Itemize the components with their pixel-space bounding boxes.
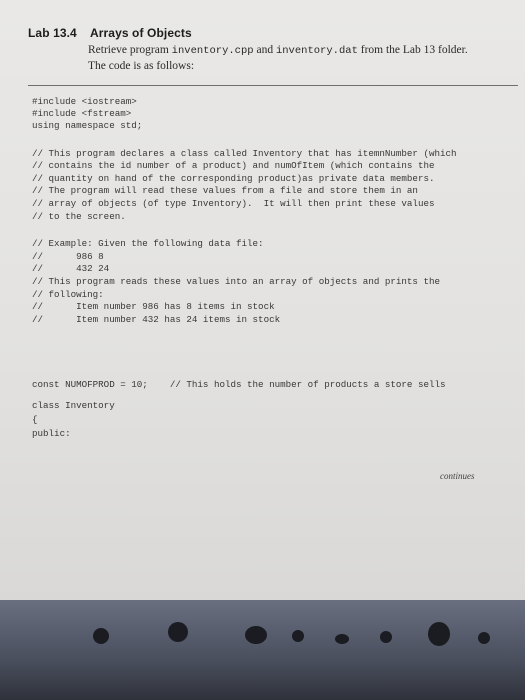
code-line: class Inventory xyxy=(32,400,115,411)
code-line: // quantity on hand of the corresponding product)as private data members. xyxy=(32,173,435,184)
table-dot xyxy=(292,630,304,642)
lab-heading xyxy=(28,26,192,40)
continues-note: continues xyxy=(440,471,475,481)
code-line: #include <fstream> xyxy=(32,108,132,119)
table-surface xyxy=(0,600,525,700)
code-line: // array of objects (of type Inventory). It will then print these values xyxy=(32,198,435,209)
code-line: // This program reads these values into an array of objects and prints the xyxy=(32,276,440,287)
lab-number: Lab 13.4 xyxy=(28,26,77,40)
code-line: public: xyxy=(32,428,71,439)
table-dot xyxy=(93,628,109,644)
code-line: using namespace std; xyxy=(32,120,143,131)
table-dot xyxy=(428,622,450,646)
intro-text-part2: and xyxy=(253,44,276,56)
code-line: // The program will read these values from a file and store them in an xyxy=(32,185,418,196)
code-line: #include <iostream> xyxy=(32,96,137,107)
code-line: // following: xyxy=(32,289,104,300)
table-dot xyxy=(168,622,188,642)
intro-text-part3: from the Lab 13 folder. xyxy=(357,44,468,56)
code-line: { xyxy=(32,414,38,425)
table-dot xyxy=(380,631,392,643)
intro-line-2: The code is as follows: xyxy=(88,60,195,72)
filename-cpp: inventory.cpp xyxy=(171,45,254,57)
lab-title: Arrays of Objects xyxy=(90,26,192,40)
code-line: // Item number 432 has 24 items in stock xyxy=(32,314,281,325)
intro-line-1 xyxy=(88,43,518,59)
filename-dat: inventory.dat xyxy=(275,45,358,57)
code-line: // 986 8 xyxy=(32,251,104,262)
section-divider xyxy=(28,85,518,86)
code-line: // This program declares a class called Inventory that has itemnNumber (which xyxy=(32,148,457,159)
table-dot xyxy=(478,632,490,644)
table-dot xyxy=(245,626,267,644)
table-dot xyxy=(335,634,349,644)
intro-text-part1: Retrieve program xyxy=(88,44,172,56)
code-line: // Item number 986 has 8 items in stock xyxy=(32,301,275,312)
code-line: // contains the id number of a product) and numOfItem (which contains the xyxy=(32,160,435,171)
code-line: // 432 24 xyxy=(32,263,110,274)
code-line: const NUMOFPROD = 10; // This holds the number of products a store sells xyxy=(32,379,446,390)
code-line: // Example: Given the following data file: xyxy=(32,238,264,249)
code-line: // to the screen. xyxy=(32,211,126,222)
intro-text xyxy=(88,43,518,74)
